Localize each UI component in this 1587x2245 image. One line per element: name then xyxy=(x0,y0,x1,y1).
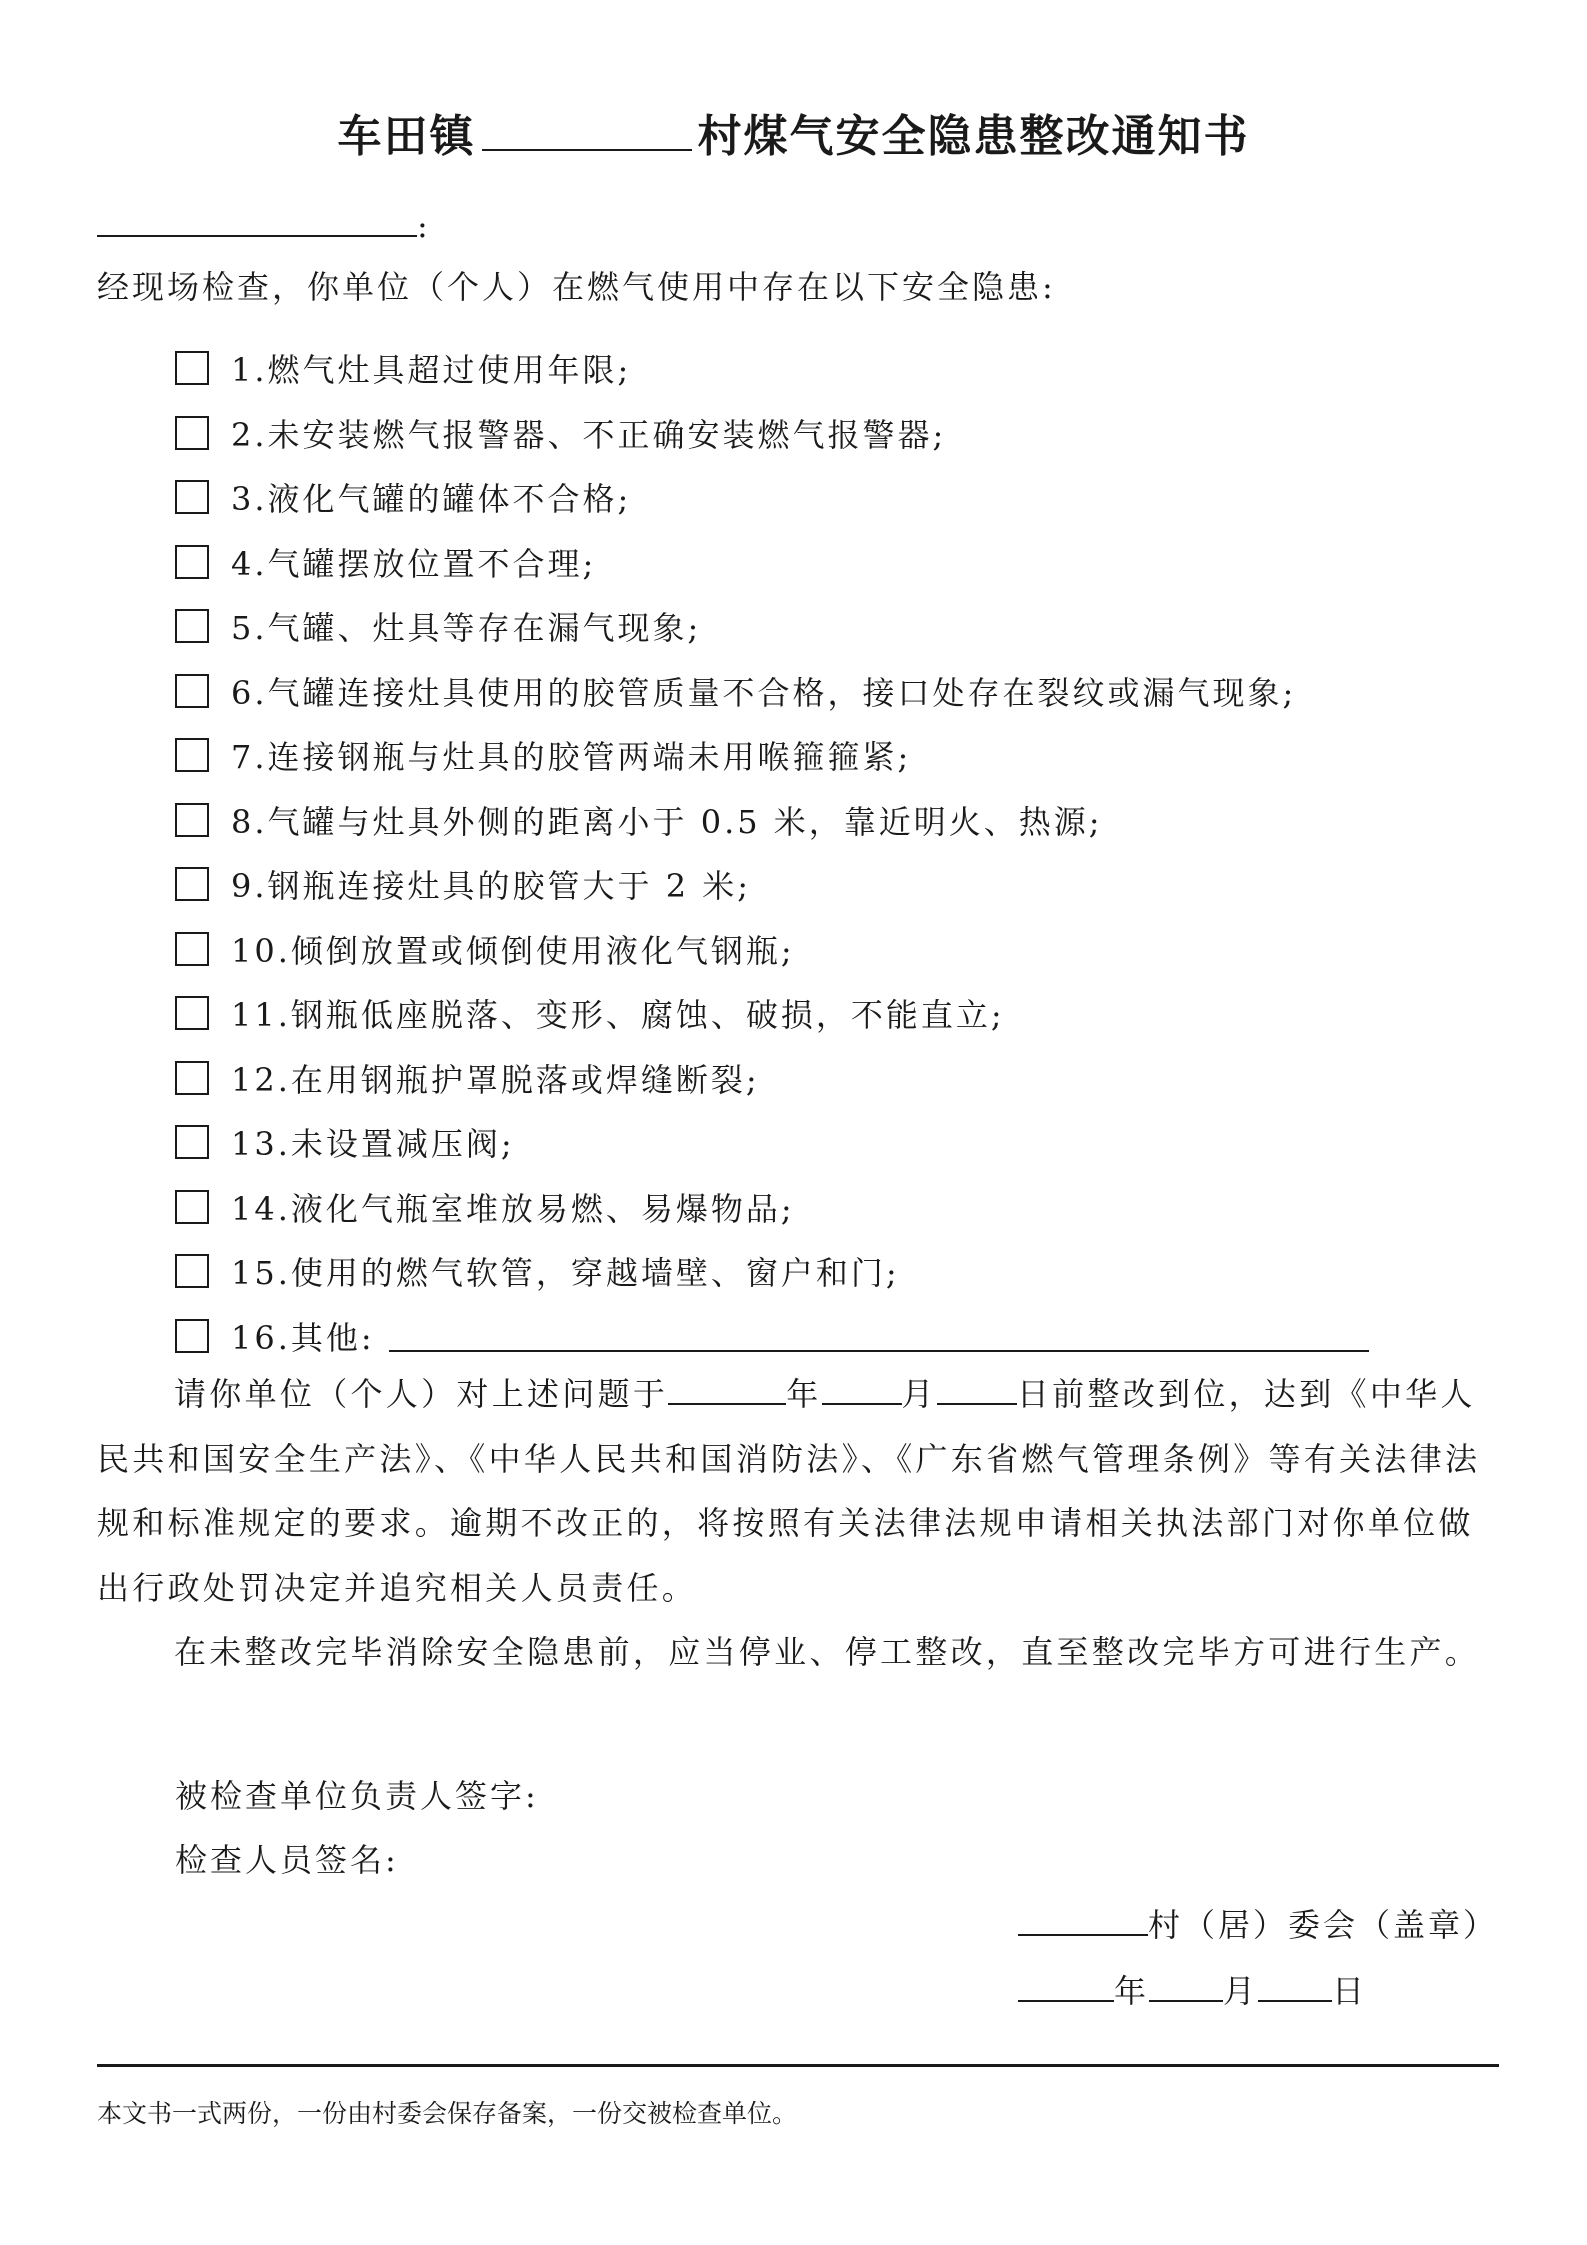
hazard-label: 6.气罐连接灶具使用的胶管质量不合格，接口处存在裂纹或漏气现象; xyxy=(231,673,1297,712)
hazard-checkbox[interactable] xyxy=(175,1319,209,1353)
issue-month-blank[interactable] xyxy=(1149,1970,1223,2002)
deadline-month-label: 月 xyxy=(901,1375,937,1413)
addressee-colon: : xyxy=(417,207,428,245)
hazard-checkbox[interactable] xyxy=(175,996,209,1030)
hazard-checkbox[interactable] xyxy=(175,1061,209,1095)
hazard-item-2 xyxy=(175,401,1369,466)
issue-year-label: 年 xyxy=(1114,1972,1150,2010)
hazard-item-5 xyxy=(175,594,1369,659)
hazard-label: 5.气罐、灶具等存在漏气现象; xyxy=(231,609,702,648)
footer-divider xyxy=(97,2064,1499,2067)
hazard-item-11 xyxy=(175,981,1369,1046)
rectification-part2: 日前整改到位，达到《中华人民共和国安全生产法》、《中华人民共和国消防法》、《广东省燃气管理条例》等有关法律法规和标准规定的要求。逾期不改正的，将按照有关法律法规申请相关执法部门对你单位做出行政处罚决定并追究相关人员责任。 xyxy=(97,1375,1481,1607)
addressee-blank[interactable] xyxy=(97,205,417,237)
hazard-item-16 xyxy=(175,1304,1369,1369)
hazard-item-15 xyxy=(175,1239,1369,1304)
village-stamp-line xyxy=(1018,1900,1498,1946)
hazard-checklist xyxy=(175,336,1369,1368)
rectification-part1: 请你单位（个人）对上述问题于 xyxy=(174,1375,669,1413)
hazard-checkbox[interactable] xyxy=(175,803,209,837)
hazard-checkbox[interactable] xyxy=(175,1254,209,1288)
hazard-checkbox[interactable] xyxy=(175,416,209,450)
hazard-label: 13.未设置减压阀; xyxy=(231,1125,515,1164)
hazard-label: 9.钢瓶连接灶具的胶管大于 2 米; xyxy=(231,867,752,906)
document-title xyxy=(0,100,1587,164)
hazard-label: 1.燃气灶具超过使用年限; xyxy=(231,351,632,390)
issue-day-blank[interactable] xyxy=(1258,1970,1332,2002)
hazard-label: 10.倾倒放置或倾倒使用液化气钢瓶; xyxy=(231,931,795,970)
title-prefix: 车田镇 xyxy=(337,111,476,162)
hazard-checkbox[interactable] xyxy=(175,1125,209,1159)
hazard-item-3 xyxy=(175,465,1369,530)
village-stamp-blank[interactable] xyxy=(1018,1904,1148,1936)
responsible-signature-label: 被检查单位负责人签字: xyxy=(175,1777,539,1815)
village-stamp-label: 村（居）委会（盖章） xyxy=(1148,1906,1499,1944)
hazard-item-6 xyxy=(175,659,1369,724)
issue-date-line xyxy=(1018,1966,1367,2012)
hazard-checkbox[interactable] xyxy=(175,674,209,708)
rectification-paragraph xyxy=(97,1362,1497,1620)
hazard-item-8 xyxy=(175,788,1369,853)
deadline-day-blank[interactable] xyxy=(937,1373,1017,1405)
village-name-blank[interactable] xyxy=(482,105,692,151)
addressee-line xyxy=(97,205,428,245)
hazard-item-13 xyxy=(175,1110,1369,1175)
hazard-label: 11.钢瓶低座脱落、变形、腐蚀、破损，不能直立; xyxy=(231,996,1005,1035)
hazard-item-1 xyxy=(175,336,1369,401)
hazard-checkbox[interactable] xyxy=(175,351,209,385)
title-suffix: 村煤气安全隐患整改通知书 xyxy=(697,111,1250,162)
hazard-item-14 xyxy=(175,1175,1369,1240)
hazard-label: 12.在用钢瓶护罩脱落或焊缝断裂; xyxy=(231,1060,760,1099)
issue-year-blank[interactable] xyxy=(1018,1970,1114,2002)
hazard-checkbox[interactable] xyxy=(175,545,209,579)
hazard-checkbox[interactable] xyxy=(175,609,209,643)
hazard-item-10 xyxy=(175,917,1369,982)
hazard-item-9 xyxy=(175,852,1369,917)
hazard-checkbox[interactable] xyxy=(175,932,209,966)
issue-month-label: 月 xyxy=(1223,1972,1259,2010)
hazard-label: 7.连接钢瓶与灶具的胶管两端未用喉箍箍紧; xyxy=(231,738,912,777)
inspector-signature-label: 检查人员签名: xyxy=(175,1841,399,1879)
hazard-checkbox[interactable] xyxy=(175,738,209,772)
hazard-label: 4.气罐摆放位置不合理; xyxy=(231,544,597,583)
hazard-label: 15.使用的燃气软管，穿越墙壁、窗户和门; xyxy=(231,1254,900,1293)
footer-note: 本文书一式两份，一份由村委会保存备案，一份交被检查单位。 xyxy=(97,2099,798,2128)
deadline-year-label: 年 xyxy=(786,1375,822,1413)
hazard-label: 16.其他: xyxy=(231,1318,375,1357)
hazard-label: 3.液化气罐的罐体不合格; xyxy=(231,480,632,519)
deadline-year-blank[interactable] xyxy=(668,1373,786,1405)
intro-text: 经现场检查，你单位（个人）在燃气使用中存在以下安全隐患: xyxy=(97,268,1056,306)
hazard-label: 2.未安装燃气报警器、不正确安装燃气报警器; xyxy=(231,415,947,454)
hazard-item-7 xyxy=(175,723,1369,788)
other-hazard-blank[interactable] xyxy=(389,1320,1369,1352)
hazard-checkbox[interactable] xyxy=(175,480,209,514)
hazard-label: 14.液化气瓶室堆放易燃、易爆物品; xyxy=(231,1189,795,1228)
hazard-item-4 xyxy=(175,530,1369,595)
hazard-checkbox[interactable] xyxy=(175,867,209,901)
hazard-item-12 xyxy=(175,1046,1369,1111)
issue-day-label: 日 xyxy=(1332,1972,1368,2010)
hazard-label: 8.气罐与灶具外侧的距离小于 0.5 米，靠近明火、热源; xyxy=(231,802,1103,841)
hazard-checkbox[interactable] xyxy=(175,1190,209,1224)
deadline-month-blank[interactable] xyxy=(822,1373,902,1405)
suspension-paragraph: 在未整改完毕消除安全隐患前，应当停业、停工整改，直至整改完毕方可进行生产。 xyxy=(174,1633,1481,1671)
